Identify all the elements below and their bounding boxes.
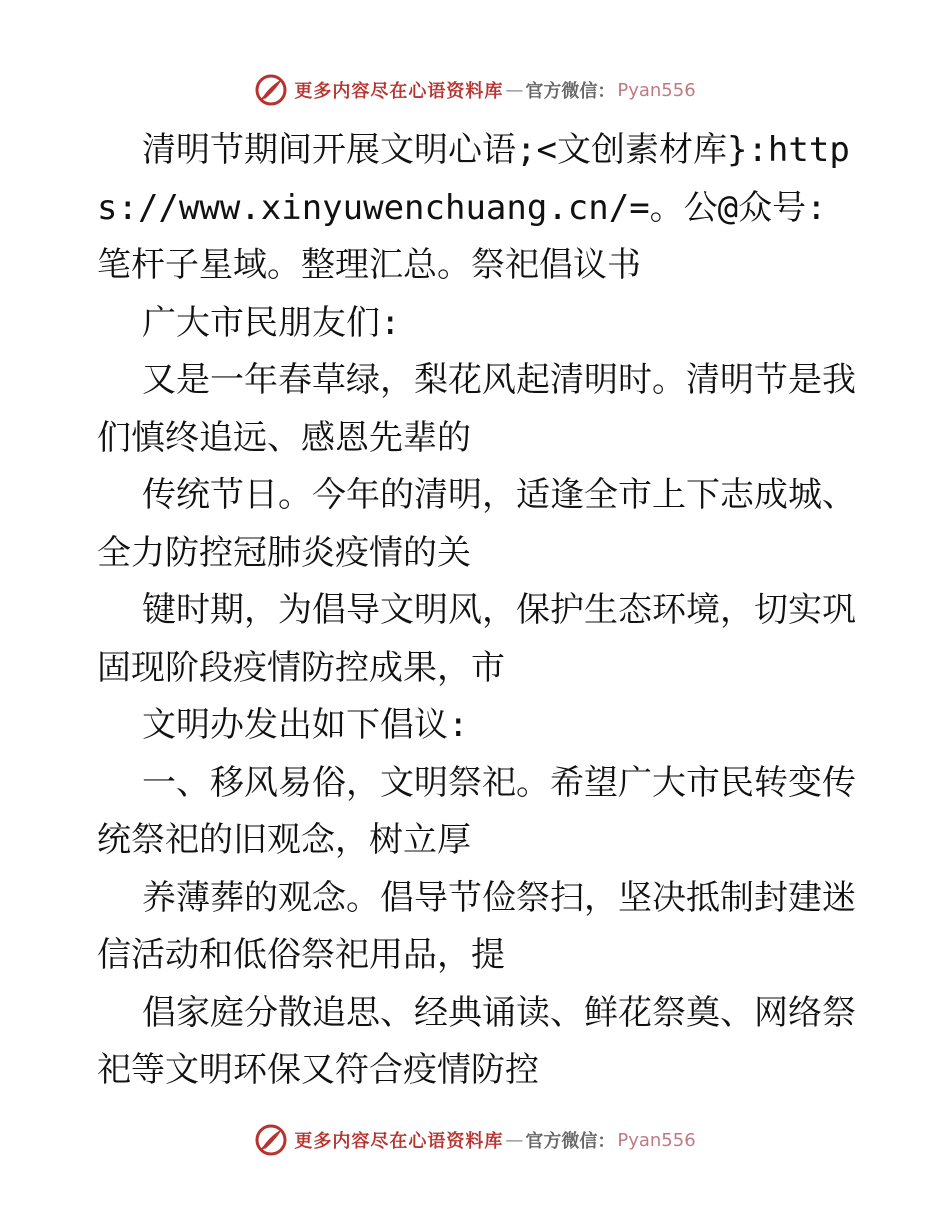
paragraph-salutation: 广大市民朋友们:	[142, 302, 401, 343]
banner-separator: —	[505, 79, 524, 101]
paragraph: 键时期，为倡导文明风，保护生态环境，切实巩固现阶段疫情防控成果，市	[97, 590, 857, 688]
header-banner	[0, 68, 950, 112]
paragraph: 养薄葬的观念。倡导节俭祭扫，坚决抵制封建迷信活动和低俗祭祀用品，提	[97, 877, 857, 975]
banner-wechat-label: 官方微信：	[525, 1131, 616, 1152]
footer-banner	[0, 1118, 950, 1162]
banner-separator: —	[505, 1129, 524, 1151]
paragraph: 文明办发出如下倡议:	[142, 705, 469, 745]
paragraph: 倡家庭分散追思、经典诵读、鲜花祭奠、网络祭祀等文明环保又符合疫情防控	[97, 992, 857, 1090]
banner-text: 更多内容尽在心语资料库	[294, 1131, 504, 1152]
feather-swirl-logo-icon	[254, 73, 288, 107]
banner-wechat-id: Pyan556	[617, 1129, 696, 1151]
banner-text: 更多内容尽在心语资料库	[294, 81, 504, 102]
paragraph: 一、移风易俗，文明祭祀。希望广大市民转变传统祭祀的旧观念，树立厚	[97, 762, 857, 860]
document-body	[97, 122, 857, 1100]
feather-swirl-logo-icon	[254, 1123, 288, 1157]
paragraph-intro: 清明节期间开展文明心语;<文创素材库}:https://www.xinyuwenchuang.cn/=。公@众号: 笔杆子星域。整理汇总。祭祀倡议书	[97, 130, 850, 285]
paragraph: 传统节日。今年的清明，适逢全市上下志成城、全力防控冠肺炎疫情的关	[97, 475, 857, 573]
banner-wechat-id: Pyan556	[617, 79, 696, 101]
paragraph: 又是一年春草绿，梨花风起清明时。清明节是我们慎终追远、感恩先辈的	[97, 360, 857, 458]
banner-wechat-label: 官方微信：	[525, 81, 616, 102]
